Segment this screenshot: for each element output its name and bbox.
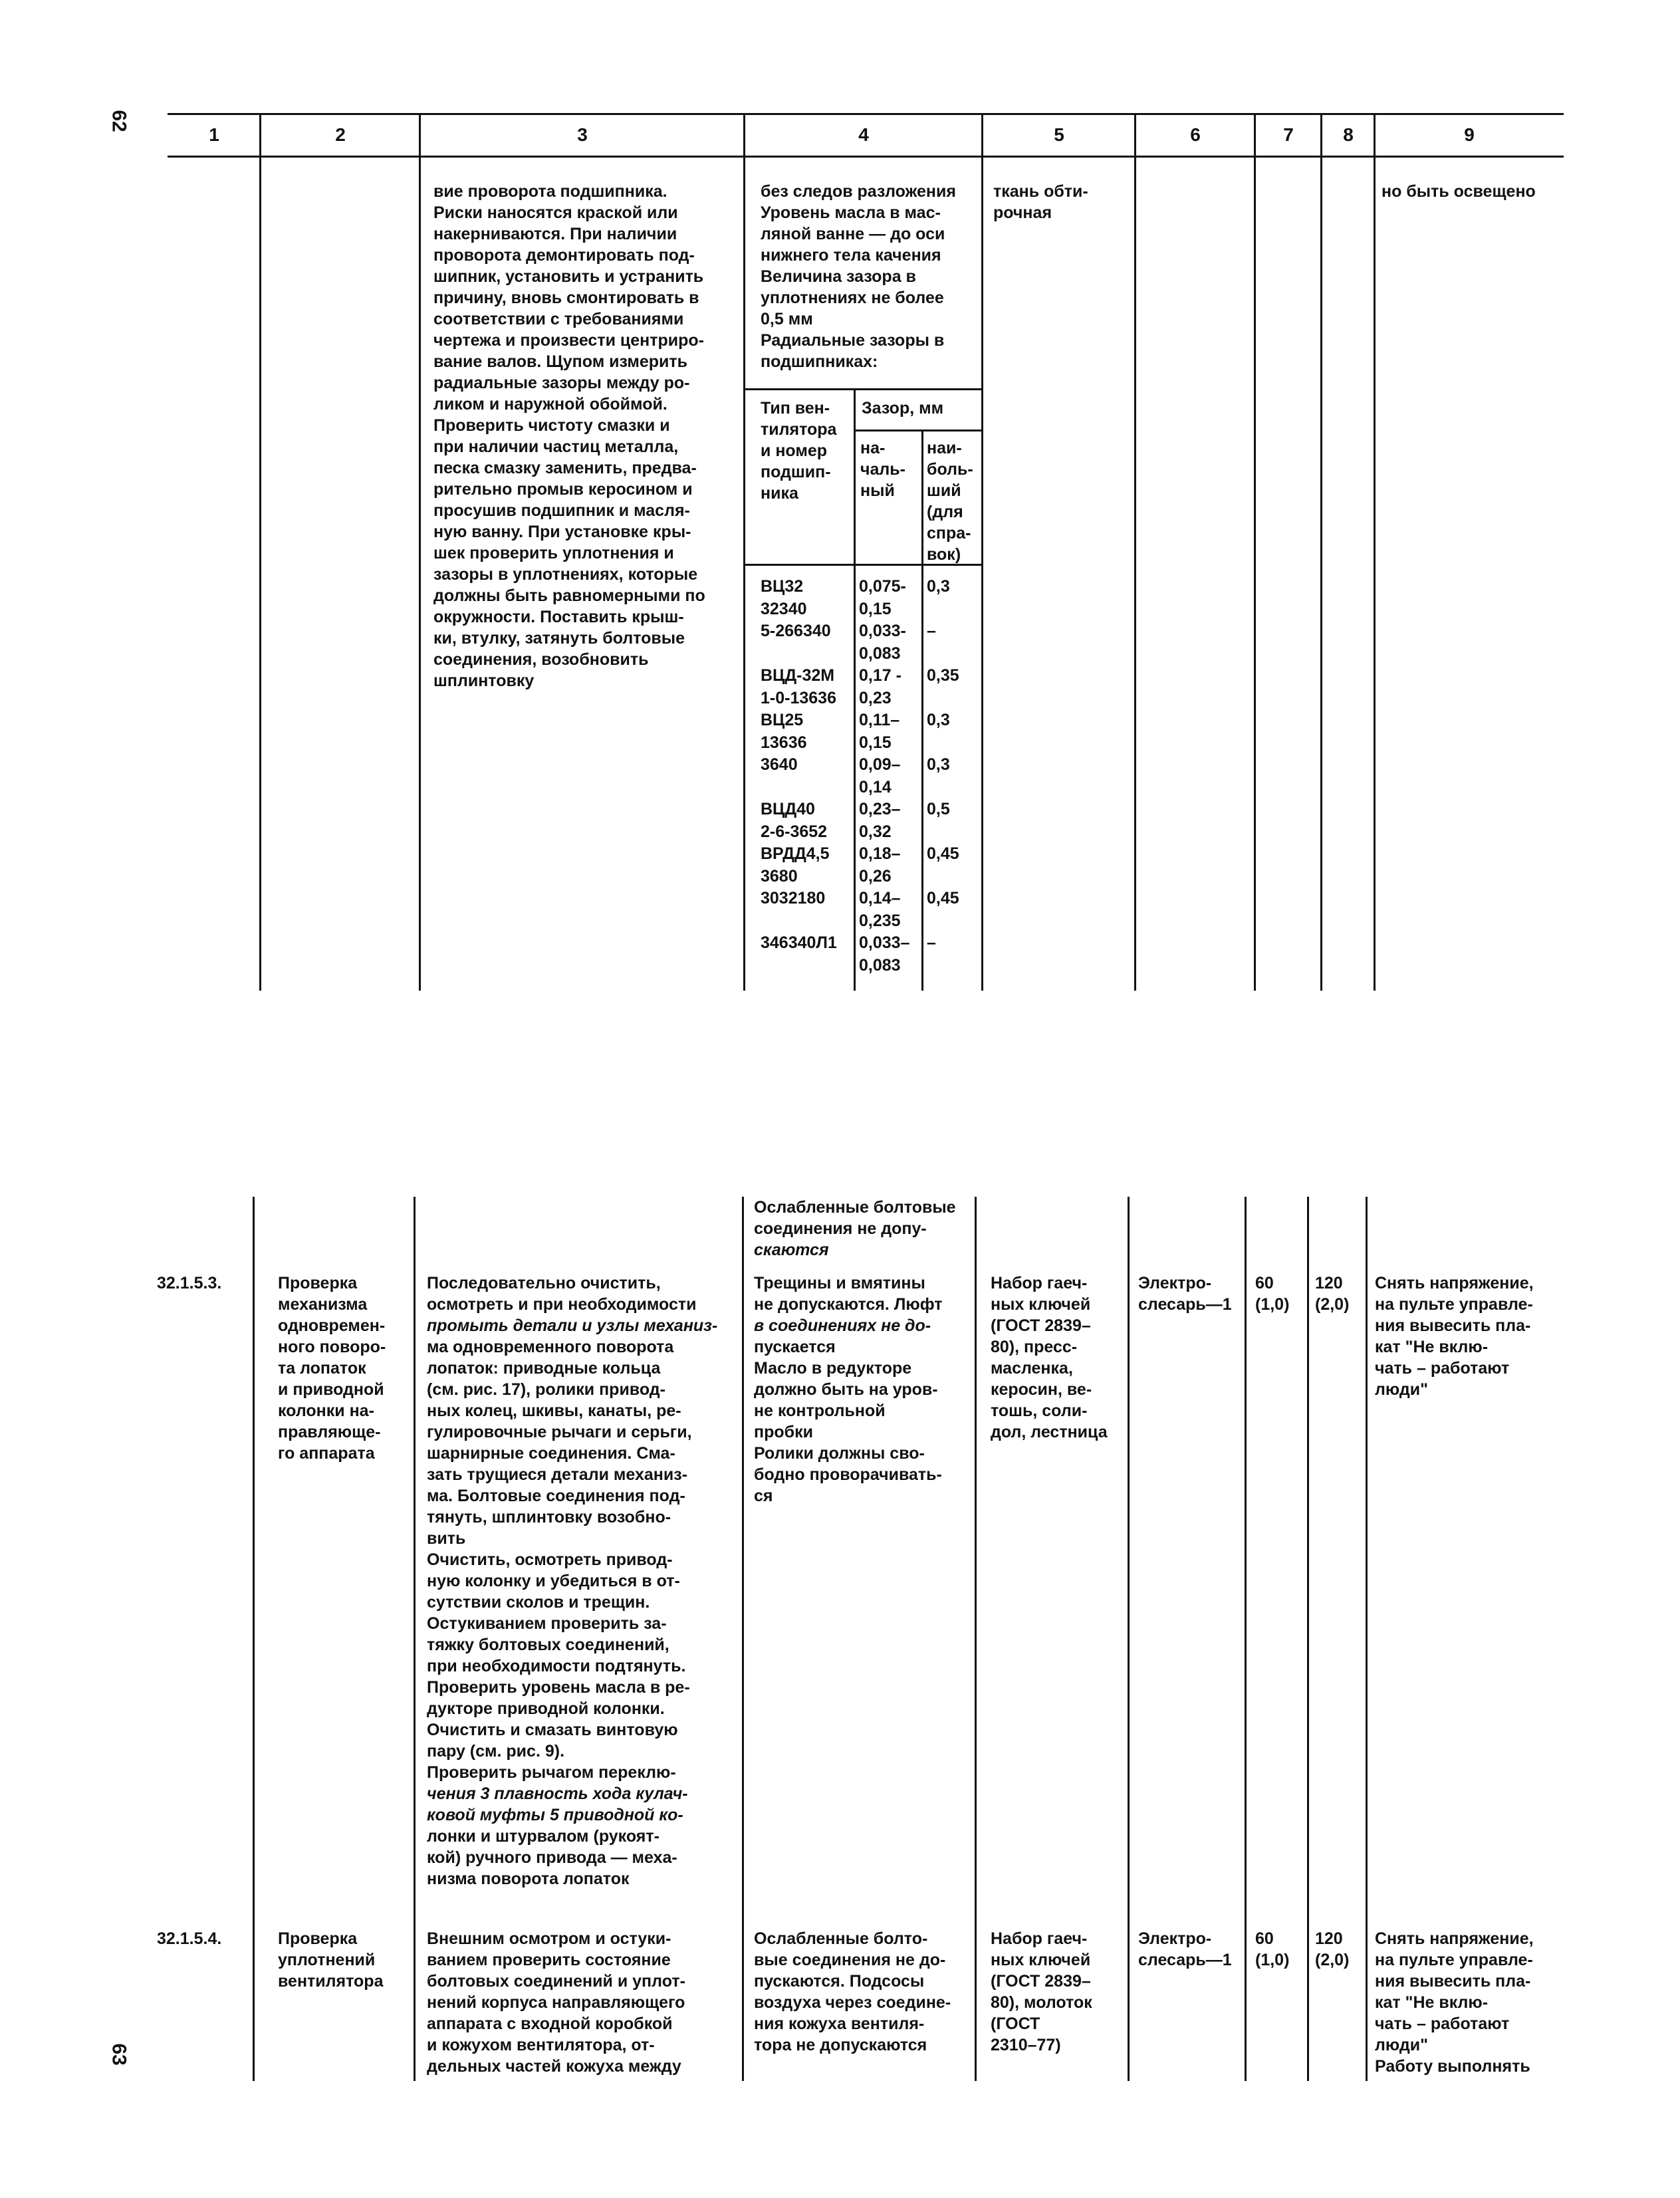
text-line: ма одновременного поворота bbox=[427, 1338, 674, 1356]
top-col-rule bbox=[1134, 113, 1136, 991]
gap-table-cell: ВРДД4,5 bbox=[761, 844, 830, 863]
text-line: ный bbox=[860, 481, 895, 500]
text-line: 120 bbox=[1315, 1929, 1343, 1948]
text-line: ных колец, шкивы, канаты, ре- bbox=[427, 1402, 681, 1420]
text-line: чать – работают bbox=[1375, 2015, 1510, 2033]
gap-table-subhead-rule bbox=[854, 429, 983, 431]
row-1-col9 bbox=[1375, 1273, 1561, 1400]
text-line: ший bbox=[927, 481, 961, 500]
text-line: и кожухом вентилятора, от- bbox=[427, 2036, 655, 2054]
bottom-col-rule bbox=[1307, 1197, 1309, 2081]
gap-table-cell: 0,3 bbox=[927, 711, 950, 729]
text-line: Очистить и смазать винтовую bbox=[427, 1721, 678, 1739]
bottom-col-rule bbox=[1245, 1197, 1247, 2081]
text-line: соединения, возобновить bbox=[433, 650, 649, 669]
text-line: вие проворота подшипника. bbox=[433, 182, 667, 201]
text-line: 0,5 мм bbox=[761, 310, 813, 328]
gap-table-cell: 0,26 bbox=[859, 866, 892, 886]
gap-table-cell: 0,17 - bbox=[859, 666, 901, 685]
gap-table-cell: 0,3 bbox=[927, 577, 950, 596]
row-1-col6 bbox=[1138, 1273, 1243, 1315]
text-line: пускаются. Подсосы bbox=[754, 1972, 925, 1991]
page-number-top: 62 bbox=[108, 110, 130, 132]
text-line: воздуха через соедине- bbox=[754, 1993, 951, 2012]
text-line: ния вывесить пла- bbox=[1375, 1316, 1531, 1335]
gap-table-cell: 1-0-13636 bbox=[761, 688, 836, 707]
text-line: Набор гаеч- bbox=[991, 1274, 1088, 1292]
text-line: тилятора bbox=[761, 420, 837, 439]
top-col-rule bbox=[1374, 113, 1376, 991]
text-line: ткань обти- bbox=[993, 182, 1088, 201]
row-1-col5 bbox=[991, 1273, 1126, 1443]
text-line: тяжку болтовых соединений, bbox=[427, 1636, 669, 1654]
text-line: ных ключей bbox=[991, 1295, 1091, 1314]
text-line: Риски наносятся краской или bbox=[433, 203, 678, 222]
text-line: зазоры в уплотнениях, которые bbox=[433, 565, 698, 584]
header-top-rule bbox=[168, 113, 1564, 115]
text-line: Остукиванием проверить за- bbox=[427, 1614, 667, 1633]
text-line: (ГОСТ bbox=[991, 2015, 1040, 2033]
header-col-1: 1 bbox=[209, 124, 219, 145]
gap-table-cell: 0,14– bbox=[859, 889, 901, 908]
text-line: рочная bbox=[993, 203, 1052, 222]
text-line: вок) bbox=[927, 545, 961, 564]
row-2-col7 bbox=[1255, 1928, 1306, 1971]
bottom-col-rule bbox=[1366, 1197, 1368, 2081]
text-line: Проверить рычагом переклю- bbox=[427, 1763, 676, 1782]
row-2-col3 bbox=[427, 1928, 741, 2077]
text-line: масленка, bbox=[991, 1359, 1073, 1378]
gap-table-cell: 0,075- bbox=[859, 577, 906, 596]
gap-table-cell: 0,35 bbox=[927, 666, 959, 685]
text-line: пускается bbox=[754, 1338, 836, 1356]
top-col5-text bbox=[993, 181, 1126, 223]
gap-table-head-type bbox=[761, 398, 852, 504]
text-line: в соединениях не до- bbox=[754, 1316, 931, 1335]
text-line: керосин, ве- bbox=[991, 1380, 1092, 1399]
bottom-col-rule bbox=[253, 1197, 255, 2081]
text-line: (ГОСТ 2839– bbox=[991, 1316, 1091, 1335]
gap-table-head-initial bbox=[860, 437, 920, 501]
row-1-col7 bbox=[1255, 1273, 1306, 1315]
text-line: на пульте управле- bbox=[1375, 1951, 1533, 1969]
bottom-col-rule bbox=[975, 1197, 977, 2081]
text-line: подшипниках: bbox=[761, 352, 878, 371]
gap-table-cell: 0,23– bbox=[859, 800, 901, 818]
text-line: ного поворо- bbox=[278, 1338, 386, 1356]
text-line: тянуть, шплинтовку возобно- bbox=[427, 1508, 671, 1526]
top-col9-text bbox=[1381, 181, 1561, 202]
text-line: лонки и штурвалом (рукоят- bbox=[427, 1827, 660, 1846]
text-line: рительно промыв керосином и bbox=[433, 480, 693, 499]
gap-table-cell: 0,15 bbox=[859, 599, 892, 618]
text-line: одновремен- bbox=[278, 1316, 386, 1335]
header-col-2: 2 bbox=[335, 124, 346, 145]
text-line: дол, лестница bbox=[991, 1423, 1108, 1441]
row-2-col2 bbox=[278, 1928, 411, 1992]
gap-table-cell: 2-6-3652 bbox=[761, 822, 828, 841]
text-line: ную ванну. При установке кры- bbox=[433, 523, 691, 541]
text-line: вить bbox=[427, 1529, 466, 1548]
text-line: шек проверить уплотнения и bbox=[433, 544, 674, 562]
gap-table-cell: 0,45 bbox=[927, 889, 959, 908]
top-col-rule bbox=[1254, 113, 1256, 991]
row-1-col2 bbox=[278, 1273, 411, 1464]
gap-table-cell: 0,235 bbox=[859, 911, 901, 930]
text-line: Последовательно очистить, bbox=[427, 1274, 661, 1292]
text-line: шипник, установить и устранить bbox=[433, 267, 704, 286]
text-line: ма. Болтовые соединения под- bbox=[427, 1487, 685, 1505]
text-line: Снять напряжение, bbox=[1375, 1929, 1534, 1948]
gap-table-cell: 0,18– bbox=[859, 844, 901, 863]
text-line: кой) ручного привода — меха- bbox=[427, 1848, 677, 1867]
text-line: слесарь—1 bbox=[1138, 1951, 1232, 1969]
text-line: боль- bbox=[927, 460, 973, 479]
text-line: ликом и наружной обоймой. bbox=[433, 395, 667, 414]
text-line: Набор гаеч- bbox=[991, 1929, 1088, 1948]
gap-table-cell: 0,32 bbox=[859, 822, 892, 841]
top-col-rule bbox=[419, 113, 421, 991]
gap-table-cell: 0,083 bbox=[859, 644, 901, 663]
text-line: Проверить чистоту смазки и bbox=[433, 416, 670, 435]
gap-table-cell: 5-266340 bbox=[761, 622, 831, 640]
gap-table-cell: 13636 bbox=[761, 733, 807, 752]
row-2-col4 bbox=[754, 1928, 973, 2056]
text-line: низма поворота лопаток bbox=[427, 1870, 630, 1888]
text-line: (1,0) bbox=[1255, 1951, 1290, 1969]
text-line: соответствии с требованиями bbox=[433, 310, 684, 328]
row-1-col8 bbox=[1315, 1273, 1364, 1315]
gap-table-head-gap: Зазор, мм bbox=[862, 399, 944, 418]
text-line: 120 bbox=[1315, 1274, 1343, 1292]
row-2-col9 bbox=[1375, 1928, 1561, 2077]
row-2-number: 32.1.5.4. bbox=[157, 1929, 222, 1948]
gap-table-cell: 3680 bbox=[761, 866, 798, 886]
top-col-rule bbox=[743, 113, 745, 991]
text-line: сутствии сколов и трещин. bbox=[427, 1593, 650, 1612]
header-col-7: 7 bbox=[1283, 124, 1294, 145]
text-line: гулировочные рычаги и серьги, bbox=[427, 1423, 692, 1441]
text-line: при наличии частиц металла, bbox=[433, 437, 679, 456]
gap-table-head-max bbox=[927, 437, 981, 565]
gap-table-cell: 0,033- bbox=[859, 622, 906, 640]
row-2-col5 bbox=[991, 1928, 1126, 2056]
gap-table-cell: 0,3 bbox=[927, 755, 950, 774]
bottom-col-rule bbox=[742, 1197, 744, 2081]
gap-table-cell: 0,45 bbox=[927, 844, 959, 863]
text-line: накерниваются. При наличии bbox=[433, 225, 677, 243]
gap-table-cell: 0,14 bbox=[859, 777, 892, 796]
text-line: слесарь—1 bbox=[1138, 1295, 1232, 1314]
text-line: ковой муфты 5 приводной ко- bbox=[427, 1806, 683, 1824]
text-line: нений корпуса направляющего bbox=[427, 1993, 685, 2012]
text-line: Трещины и вмятины bbox=[754, 1274, 925, 1292]
top-col-rule bbox=[259, 113, 261, 991]
text-line: Масло в редукторе bbox=[754, 1359, 912, 1378]
text-line: при необходимости подтянуть. bbox=[427, 1657, 686, 1675]
text-line: зать трущиеся детали механиз- bbox=[427, 1465, 688, 1484]
text-line: проворота демонтировать под- bbox=[433, 246, 695, 265]
text-line: ную колонку и убедиться в от- bbox=[427, 1572, 680, 1590]
row-1-col4 bbox=[754, 1273, 973, 1507]
text-line: тошь, соли- bbox=[991, 1402, 1088, 1420]
text-line: ляной ванне — до оси bbox=[761, 225, 945, 243]
text-line: (см. рис. 17), ролики привод- bbox=[427, 1380, 665, 1399]
text-line: Радиальные зазоры в bbox=[761, 331, 945, 350]
text-line: вентилятора bbox=[278, 1972, 384, 1991]
text-line: просушив подшипник и масля- bbox=[433, 501, 690, 520]
text-line: шплинтовку bbox=[433, 672, 535, 690]
text-line: и приводной bbox=[278, 1380, 384, 1399]
gap-table-cell: 32340 bbox=[761, 599, 807, 618]
text-line: Электро- bbox=[1138, 1274, 1212, 1292]
text-line: (2,0) bbox=[1315, 1295, 1350, 1314]
header-col-4: 4 bbox=[858, 124, 869, 145]
row-1-col3 bbox=[427, 1273, 741, 1890]
text-line: ванием проверить состояние bbox=[427, 1951, 671, 1969]
text-line: промыть детали и узлы механиз- bbox=[427, 1316, 718, 1335]
text-line: болтовых соединений и уплот- bbox=[427, 1972, 685, 1991]
text-line: лопаток: приводные кольца bbox=[427, 1359, 661, 1378]
text-line: Уровень масла в мас- bbox=[761, 203, 941, 222]
text-line: 80), молоток bbox=[991, 1993, 1092, 2012]
gap-table-cell: – bbox=[927, 933, 936, 952]
text-line: Ролики должны сво- bbox=[754, 1444, 925, 1463]
bottom-col-rule bbox=[414, 1197, 416, 2081]
text-line: Электро- bbox=[1138, 1929, 1212, 1948]
text-line: ных ключей bbox=[991, 1951, 1091, 1969]
gap-table-cell: 0,083 bbox=[859, 955, 901, 975]
text-line: (1,0) bbox=[1255, 1295, 1290, 1314]
text-line: тора не допускаются bbox=[754, 2036, 927, 2054]
text-line: го аппарата bbox=[278, 1444, 375, 1463]
text-line: вые соединения не до- bbox=[754, 1951, 946, 1969]
text-line: скаются bbox=[754, 1241, 829, 1259]
text-line: кат "Не вклю- bbox=[1375, 1338, 1489, 1356]
gap-table-cell: 0,11– bbox=[859, 711, 900, 729]
text-line: Величина зазора в bbox=[761, 267, 916, 286]
text-line: окружности. Поставить крыш- bbox=[433, 608, 684, 626]
text-line: аппарата с входной коробкой bbox=[427, 2015, 673, 2033]
row-2-col6 bbox=[1138, 1928, 1243, 1971]
text-line: чертежа и произвести центриро- bbox=[433, 331, 705, 350]
text-line: ника bbox=[761, 484, 798, 503]
text-line: (ГОСТ 2839– bbox=[991, 1972, 1091, 1991]
text-line: ки, втулку, затянуть болтовые bbox=[433, 629, 685, 648]
text-line: Проверка bbox=[278, 1929, 358, 1948]
bottom-col-rule bbox=[1128, 1197, 1130, 2081]
top-col4-text bbox=[761, 181, 980, 372]
gap-table-cell: ВЦ32 bbox=[761, 577, 804, 596]
gap-table-cell: 3032180 bbox=[761, 889, 826, 908]
text-line: дукторе приводной колонки. bbox=[427, 1699, 665, 1718]
gap-table-cell: ВЦД40 bbox=[761, 800, 815, 818]
text-line: правляюще- bbox=[278, 1423, 381, 1441]
gap-table-cell: 0,5 bbox=[927, 800, 950, 818]
text-line: Снять напряжение, bbox=[1375, 1274, 1534, 1292]
text-line: ния вывесить пла- bbox=[1375, 1972, 1531, 1991]
gap-table-cell: – bbox=[927, 622, 936, 640]
text-line: дельных частей кожуха между bbox=[427, 2057, 681, 2076]
text-line: механизма bbox=[278, 1295, 368, 1314]
text-line: чения 3 плавность хода кулач- bbox=[427, 1784, 688, 1803]
text-line: 60 bbox=[1255, 1929, 1274, 1948]
gap-table-cell: 0,033– bbox=[859, 933, 910, 952]
top-col-rule bbox=[1320, 113, 1322, 991]
text-line: люди" bbox=[1375, 2036, 1428, 2054]
gap-table-cell: ВЦ25 bbox=[761, 711, 804, 729]
header-bottom-rule bbox=[168, 156, 1564, 158]
text-line: (2,0) bbox=[1315, 1951, 1350, 1969]
text-line: без следов разложения bbox=[761, 182, 956, 201]
text-line: (для bbox=[927, 503, 963, 521]
text-line: ния кожуха вентиля- bbox=[754, 2015, 925, 2033]
text-line: радиальные зазоры между ро- bbox=[433, 374, 690, 392]
text-line: колонки на- bbox=[278, 1402, 374, 1420]
text-line: шарнирные соединения. Сма- bbox=[427, 1444, 675, 1463]
text-line: Ослабленные болтовые bbox=[754, 1198, 956, 1217]
text-line: ся bbox=[754, 1487, 773, 1505]
text-line: пару (см. рис. 9). bbox=[427, 1742, 565, 1761]
header-col-9: 9 bbox=[1464, 124, 1475, 145]
text-line: 60 bbox=[1255, 1274, 1274, 1292]
text-line: 80), пресс- bbox=[991, 1338, 1078, 1356]
gap-table-cell: 0,15 bbox=[859, 733, 892, 752]
text-line: та лопаток bbox=[278, 1359, 366, 1378]
text-line: должно быть на уров- bbox=[754, 1380, 938, 1399]
gap-table-cell: 346340Л1 bbox=[761, 933, 837, 952]
text-line: чаль- bbox=[860, 460, 905, 479]
text-line: причину, вновь смонтировать в bbox=[433, 289, 699, 307]
text-line: бодно проворачивать- bbox=[754, 1465, 942, 1484]
text-line: соединения не допу- bbox=[754, 1219, 927, 1238]
continuation-text bbox=[754, 1197, 973, 1261]
text-line: и номер bbox=[761, 441, 828, 460]
text-line: но быть освещено bbox=[1381, 182, 1536, 201]
row-2-col8 bbox=[1315, 1928, 1364, 1971]
text-line: не контрольной bbox=[754, 1402, 886, 1420]
text-line: вание валов. Щупом измерить bbox=[433, 352, 687, 371]
gap-table-cell: 0,09– bbox=[859, 755, 901, 774]
text-line: Проверить уровень масла в ре- bbox=[427, 1678, 690, 1697]
text-line: Очистить, осмотреть привод- bbox=[427, 1550, 673, 1569]
text-line: Ослабленные болто- bbox=[754, 1929, 928, 1948]
top-col3-text bbox=[433, 181, 739, 691]
text-line: пробки bbox=[754, 1423, 813, 1441]
text-line: нижнего тела качения bbox=[761, 246, 941, 265]
gap-table-cell: 0,23 bbox=[859, 688, 892, 707]
text-line: на пульте управле- bbox=[1375, 1295, 1533, 1314]
header-col-5: 5 bbox=[1054, 124, 1064, 145]
gap-table-top-rule bbox=[745, 388, 983, 390]
text-line: Работу выполнять bbox=[1375, 2057, 1530, 2076]
gap-table-body bbox=[761, 576, 983, 995]
text-line: песка смазку заменить, предва- bbox=[433, 459, 697, 477]
text-line: люди" bbox=[1375, 1380, 1428, 1399]
text-line: спра- bbox=[927, 524, 971, 543]
text-line: кат "Не вклю- bbox=[1375, 1993, 1489, 2012]
text-line: уплотнениях не более bbox=[761, 289, 944, 307]
gap-table-cell: ВЦД-32М bbox=[761, 666, 835, 685]
page-number-bottom: 63 bbox=[108, 2043, 130, 2066]
text-line: Тип вен- bbox=[761, 399, 830, 418]
text-line: не допускаются. Люфт bbox=[754, 1295, 943, 1314]
text-line: на- bbox=[860, 439, 886, 457]
text-line: наи- bbox=[927, 439, 962, 457]
gap-table-cell: 3640 bbox=[761, 755, 798, 774]
text-line: подшип- bbox=[761, 463, 831, 481]
header-col-3: 3 bbox=[577, 124, 588, 145]
text-line: должны быть равномерными по bbox=[433, 586, 705, 605]
header-col-8: 8 bbox=[1343, 124, 1354, 145]
text-line: уплотнений bbox=[278, 1951, 376, 1969]
text-line: 2310–77) bbox=[991, 2036, 1061, 2054]
text-line: Внешним осмотром и остуки- bbox=[427, 1929, 671, 1948]
row-1-number: 32.1.5.3. bbox=[157, 1274, 222, 1292]
text-line: чать – работают bbox=[1375, 1359, 1510, 1378]
header-col-6: 6 bbox=[1190, 124, 1201, 145]
text-line: осмотреть и при необходимости bbox=[427, 1295, 697, 1314]
text-line: Проверка bbox=[278, 1274, 358, 1292]
